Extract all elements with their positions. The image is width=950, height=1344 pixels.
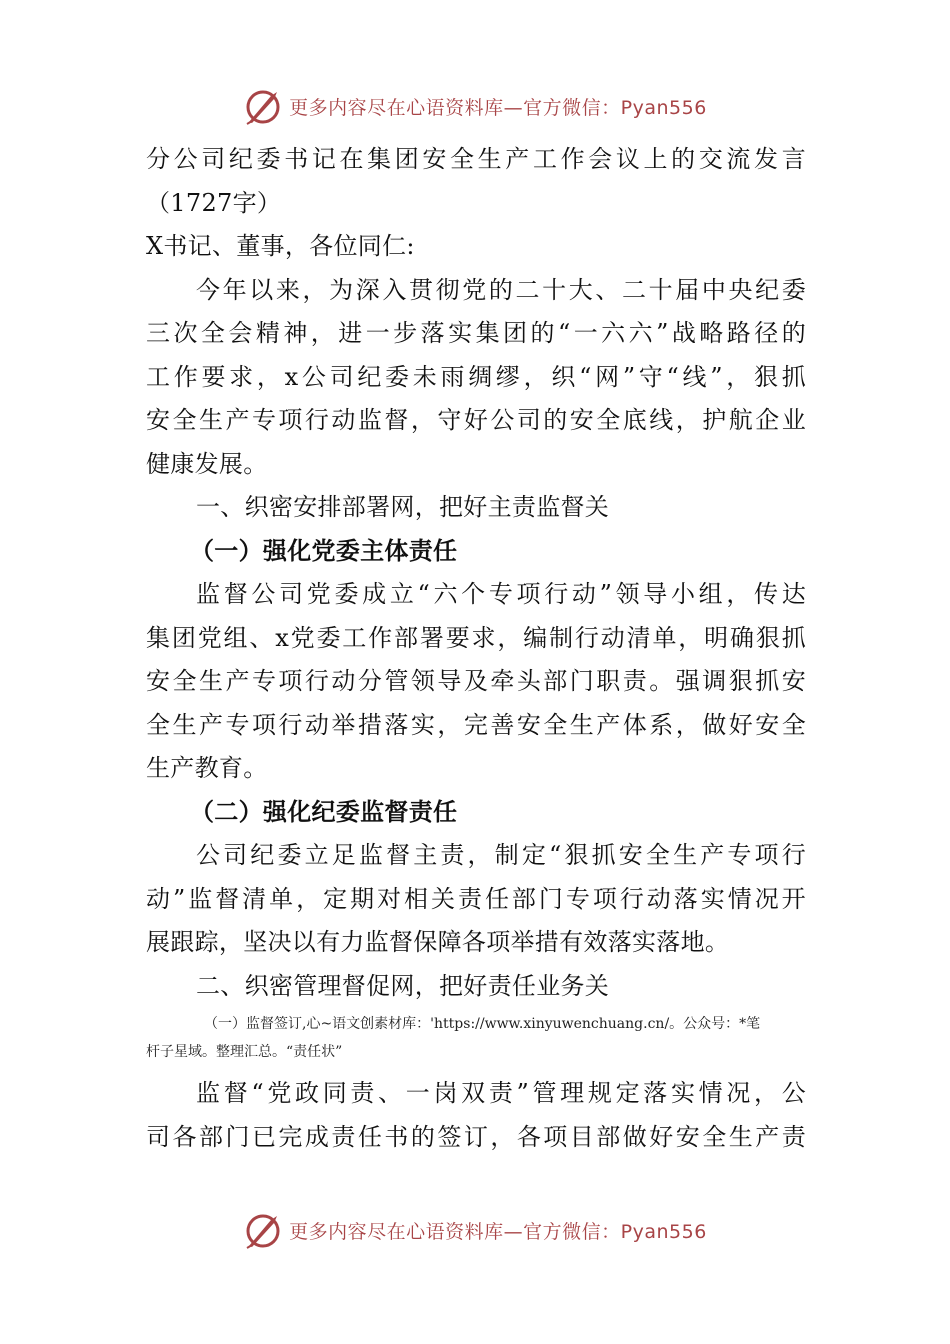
banner-contact: 官方微信：Pyan556 xyxy=(523,96,707,119)
document-body xyxy=(146,138,806,1159)
sub2-body-line: 公司纪委立足监督主责，制定“狠抓安全生产专项行 xyxy=(196,841,806,869)
section-1-heading: 一、织密安排部署网，把好主责监督关 xyxy=(196,493,610,521)
banner-separator: — xyxy=(503,96,524,119)
section-2-heading: 二、织密管理督促网，把好责任业务关 xyxy=(196,971,610,1000)
doc-title-line-1: 分公司纪委书记在集团安全生产工作会议上的交流发言 xyxy=(146,145,806,173)
small-note-line: 杆子星域。整理汇总。“责任状” xyxy=(146,1044,343,1060)
banner-contact: 官方微信：Pyan556 xyxy=(523,1220,707,1243)
intro-line: 今年以来，为深入贯彻党的二十大、二十届中央纪委 xyxy=(196,275,806,304)
pen-logo-icon xyxy=(243,86,285,126)
intro-line: 工作要求，x公司纪委未雨绸缪，织“网”守“线”，狠抓 xyxy=(146,362,806,391)
sub1-body-line: 监督公司党委成立“六个专项行动”领导小组，传达 xyxy=(196,580,806,608)
footer-banner xyxy=(0,1208,950,1252)
tail-line: 监督“党政同责、一岗双责”管理规定落实情况，公 xyxy=(196,1079,806,1107)
sub1-body-line: 安全生产专项行动分管领导及牵头部门职责。强调狠抓安 xyxy=(146,667,806,695)
doc-title-line-2: （1727字） xyxy=(146,188,282,217)
sub1-body-line: 生产教育。 xyxy=(146,754,268,782)
intro-line: 三次全会精神，进一步落实集团的“一六六”战略路径的 xyxy=(146,319,806,347)
salutation: X书记、董事，各位同仁: xyxy=(146,232,415,260)
sub1-body-line: 集团党组、x党委工作部署要求，编制行动清单，明确狠抓 xyxy=(146,623,806,652)
small-note-line: （一）监督签订,心~语文创素材库：'https://www.xinyuwenchuang.cn/。公众号：*笔 xyxy=(204,1016,761,1032)
tail-line: 司各部门已完成责任书的签订，各项目部做好安全生产责 xyxy=(146,1122,806,1151)
subsection-1-heading: （一）强化党委主体责任 xyxy=(190,536,458,565)
intro-line: 健康发展。 xyxy=(146,449,268,478)
banner-text: 更多内容尽在心语资料库 xyxy=(289,96,504,119)
sub2-body-line: 动”监督清单，定期对相关责任部门专项行动落实情况开 xyxy=(146,884,806,913)
intro-line: 安全生产专项行动监督，守好公司的安全底线，护航企业 xyxy=(146,406,806,434)
banner-separator: — xyxy=(503,1220,524,1243)
sub2-body-line: 展跟踪，坚决以有力监督保障各项举措有效落实落地。 xyxy=(146,928,730,956)
banner-text: 更多内容尽在心语资料库 xyxy=(289,1220,504,1243)
header-banner xyxy=(0,84,950,128)
sub1-body-line: 全生产专项行动举措落实，完善安全生产体系，做好安全 xyxy=(146,710,806,739)
subsection-2-heading: （二）强化纪委监督责任 xyxy=(190,797,458,826)
pen-logo-icon xyxy=(243,1210,285,1250)
